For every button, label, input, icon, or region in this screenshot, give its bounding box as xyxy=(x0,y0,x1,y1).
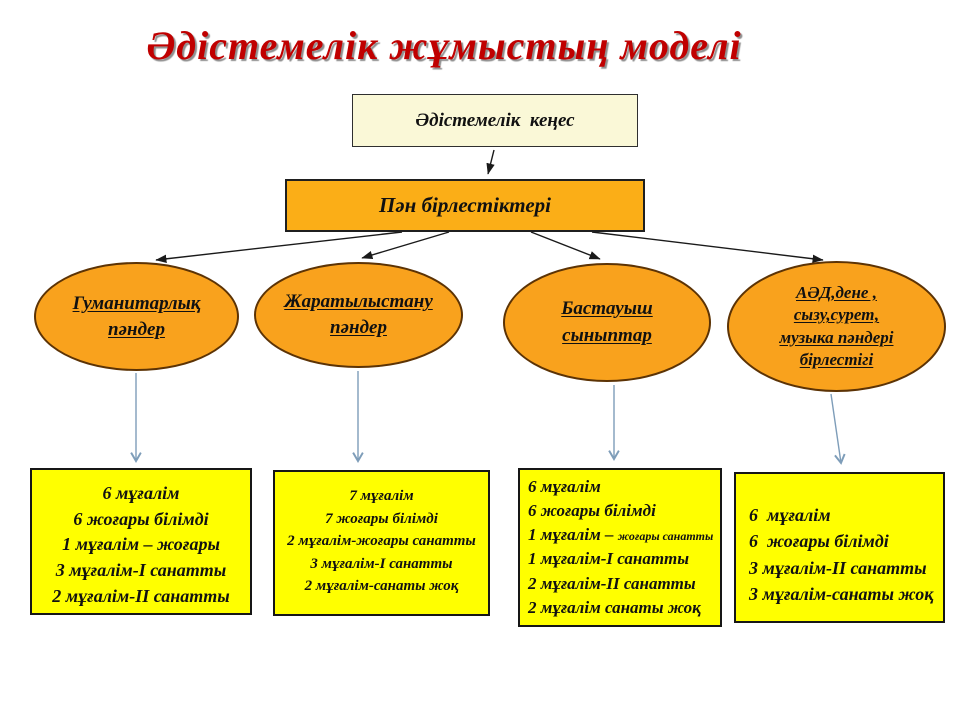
ellipse-label-line: АӘД,дене , xyxy=(796,282,877,302)
stat-line: 6 мұғалім xyxy=(102,483,180,503)
stat-line-small: жоғары санатты xyxy=(617,529,714,544)
ellipse-label-line: музыка пәндері xyxy=(779,327,894,347)
subject-associations-node xyxy=(285,179,645,232)
stat-line-main: 1 мұғалім – xyxy=(528,525,618,545)
stat-line: 2 мұғалім-санаты жоқ xyxy=(304,578,459,594)
stat-line: 3 мұғалім-І санатты xyxy=(310,555,453,572)
stat-line: 2 мұғалім-жоғары санатты xyxy=(287,533,476,549)
stat-line: 1 мұғалім – жоғары xyxy=(62,534,220,555)
stat-line: 2 мұғалім-ІІ санатты xyxy=(52,585,230,606)
stat-line: 2 мұғалім санаты жоқ xyxy=(528,597,701,617)
ellipse-label-line: сызу,сурет, xyxy=(793,305,880,325)
ellipse-label-line: сыныптар xyxy=(562,324,652,346)
methodical-council-label: Әдістемелік кеңес xyxy=(415,109,575,131)
ellipse-primary-classes xyxy=(503,263,711,382)
ellipse-label-line: бірлестігі xyxy=(799,349,874,369)
page-title: Әдістемелік жұмыстың моделі xyxy=(146,23,742,68)
stat-line: 6 жоғары білімді xyxy=(528,501,656,521)
stat-line: 3 мұғалім-І санатты xyxy=(55,560,227,581)
stats-box-humanitarian xyxy=(30,468,252,615)
arrow-to-humanitarian xyxy=(156,232,402,260)
ellipse-natural-science-subjects xyxy=(254,262,463,368)
arrow-to-natural-science xyxy=(362,232,449,258)
ellipse-label-line: пәндер xyxy=(330,317,387,338)
stat-line: 7 мұғалім xyxy=(349,488,414,504)
stats-box-arts xyxy=(734,472,945,623)
methodical-council-node xyxy=(352,94,638,147)
stat-line: 2 мұғалім-ІІ санатты xyxy=(528,573,696,593)
ellipse-label-line: пәндер xyxy=(108,318,165,340)
arrow-to-primary-classes xyxy=(531,232,600,259)
ellipse-label-line: Гуманитарлық xyxy=(72,292,201,314)
stat-line: 6 мұғалім xyxy=(528,477,601,496)
ellipse-label-line: Жаратылыстану xyxy=(284,291,433,313)
stat-line xyxy=(528,523,718,547)
stat-line: 6 жоғары білімді xyxy=(749,531,889,552)
stat-line: 6 жоғары білімді xyxy=(73,508,209,529)
stat-line: 7 жоғары білімді xyxy=(325,510,438,527)
stats-box-primary-classes xyxy=(518,468,722,627)
stat-line: 3 мұғалім-санаты жоқ xyxy=(749,584,934,605)
arrow-council-to-associations xyxy=(488,150,494,174)
subject-associations-label: Пән бірлестіктері xyxy=(379,193,551,217)
stat-line: 1 мұғалім-І санатты xyxy=(528,549,690,569)
stat-line: 3 мұғалім-ІІ санатты xyxy=(749,557,927,578)
stat-line: 6 мұғалім xyxy=(749,505,831,525)
ellipse-arts-association xyxy=(727,261,946,392)
ellipse-label-line: Бастауыш xyxy=(561,297,653,319)
stats-box-natural-science xyxy=(273,470,490,616)
arrow-to-arts xyxy=(592,232,823,260)
arrow-arts-to-stats xyxy=(831,394,841,463)
ellipse-humanitarian-subjects xyxy=(34,262,239,371)
